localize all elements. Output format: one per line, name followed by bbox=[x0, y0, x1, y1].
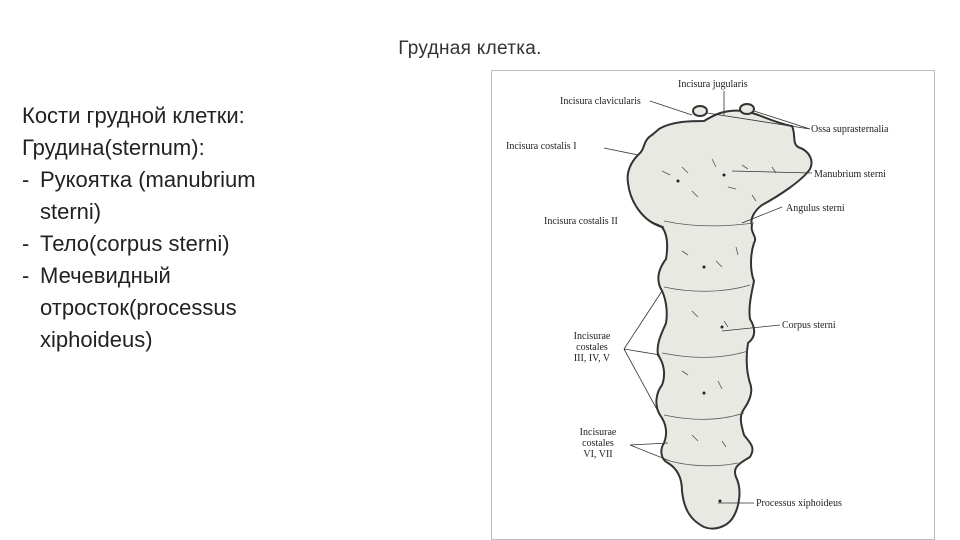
bullet-dash: - bbox=[22, 263, 30, 288]
label-incisurae-6-7-line1: Incisurae bbox=[579, 427, 617, 438]
bullet-text-manubrium: Рукоятка (manubrium sterni) bbox=[40, 167, 256, 224]
bullet-text-corpus: Тело(corpus sterni) bbox=[40, 231, 230, 256]
sternum-figure bbox=[491, 70, 935, 540]
foramen bbox=[719, 500, 722, 503]
bullet-xiphoid bbox=[22, 260, 322, 356]
foramen bbox=[703, 266, 706, 269]
label-incisura-jugularis: Incisura jugularis bbox=[678, 79, 748, 90]
bullet-dash: - bbox=[22, 167, 30, 192]
label-incisura-clavicularis: Incisura clavicularis bbox=[560, 96, 641, 107]
leader-incisura-costalis-1 bbox=[604, 148, 638, 155]
label-processus-xiphoideus: Processus xiphoideus bbox=[756, 498, 842, 509]
label-incisurae-3-5-line1: Incisurae bbox=[573, 331, 611, 342]
label-corpus-sterni: Corpus sterni bbox=[782, 320, 836, 331]
bullet-manubrium bbox=[22, 164, 322, 228]
bullet-dash: - bbox=[22, 231, 30, 256]
ossa-suprasternalia-right bbox=[740, 104, 754, 114]
foramen bbox=[723, 174, 726, 177]
leader-incisura-clavicularis bbox=[650, 101, 692, 115]
label-angulus-sterni: Angulus sterni bbox=[786, 203, 845, 214]
foramen bbox=[677, 180, 680, 183]
ossa-suprasternalia-left bbox=[693, 106, 707, 116]
label-incisurae-3-5-line3: III, IV, V bbox=[573, 353, 611, 364]
slide-title: Грудная клетка. bbox=[398, 38, 542, 59]
label-ossa-suprasternalia: Ossa suprasternalia bbox=[811, 124, 889, 135]
foramen bbox=[703, 392, 706, 395]
label-incisurae-6-7-line2: costales bbox=[582, 438, 614, 449]
sternum-line: Грудина(sternum): bbox=[22, 135, 205, 160]
label-incisurae-3-5-line2: costales bbox=[576, 342, 608, 353]
bullet-corpus bbox=[22, 228, 322, 260]
bullet-text-xiphoid: Мечевидный отросток(processus xiphoideus) bbox=[40, 263, 237, 352]
foramen bbox=[721, 326, 724, 329]
label-incisura-costalis-1: Incisura costalis I bbox=[506, 141, 577, 152]
label-incisura-costalis-2: Incisura costalis II bbox=[544, 216, 618, 227]
label-incisurae-6-7-line3: VI, VII bbox=[583, 449, 613, 460]
heading-line: Кости грудной клетки: bbox=[22, 103, 245, 128]
label-manubrium-sterni: Manubrium sterni bbox=[814, 169, 886, 180]
text-block bbox=[22, 100, 322, 356]
sternum-illustration bbox=[492, 71, 934, 539]
